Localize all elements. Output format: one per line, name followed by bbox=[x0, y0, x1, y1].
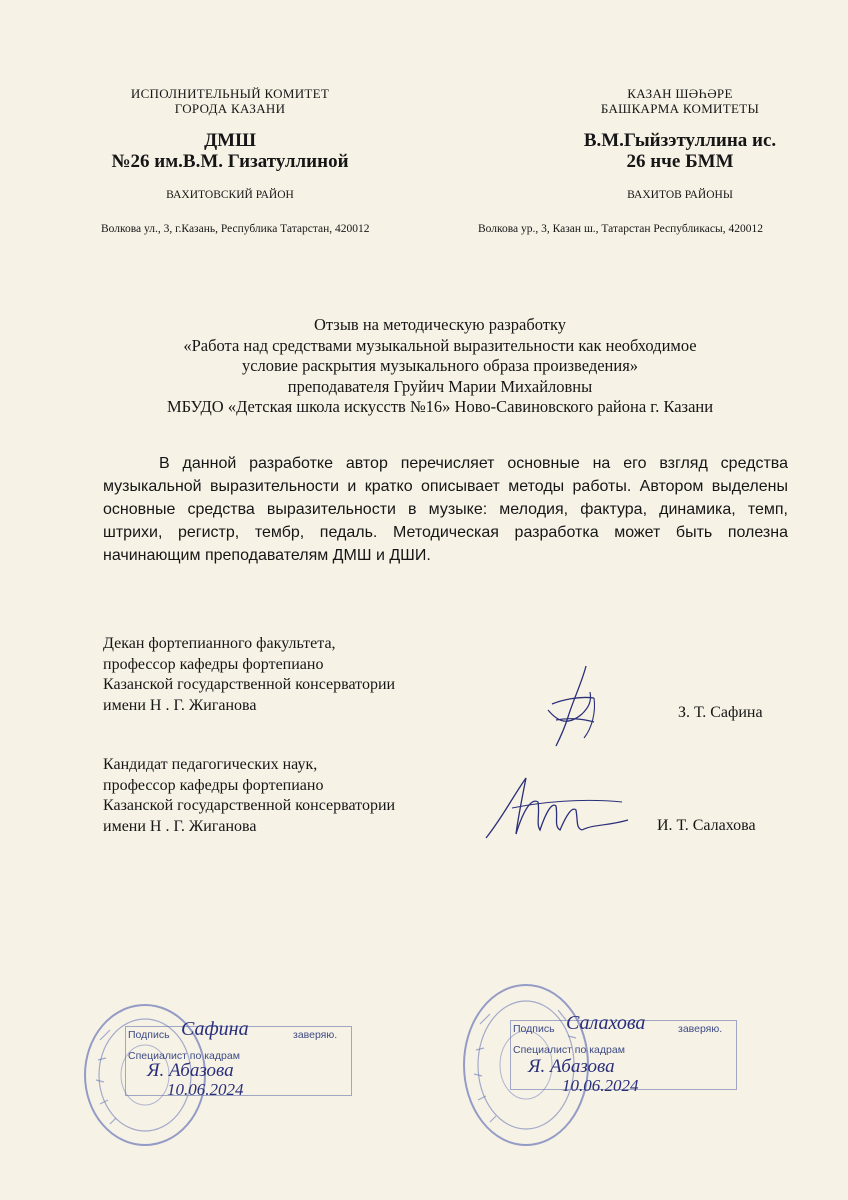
stamp-1-specialist: Специалист по кадрам bbox=[128, 1050, 240, 1062]
title-line4: преподавателя Груйич Марии Михайловны bbox=[287, 376, 593, 396]
signer-1-line2: профессор кафедры фортепиано bbox=[103, 655, 324, 673]
signer-1-name: З. Т. Сафина bbox=[678, 704, 763, 721]
header-left-school-line1: ДМШ bbox=[204, 130, 256, 151]
header-right-address: Волкова ур., 3, Казан ш., Татарстан Республикасы, 420012 bbox=[478, 223, 763, 235]
stamp-2 bbox=[510, 1012, 740, 1100]
title-line2: «Работа над средствами музыкальной выразительности как необходимое bbox=[183, 335, 697, 355]
stamp-2-specialist: Специалист по кадрам bbox=[513, 1044, 625, 1056]
header-left bbox=[95, 86, 365, 201]
header-left-org-line1: ИСПОЛНИТЕЛЬНЫЙ КОМИТЕТ bbox=[130, 86, 330, 101]
header-left-address: Волкова ул., 3, г.Казань, Республика Татарстан, 420012 bbox=[101, 223, 370, 235]
stamp-2-date: 10.06.2024 bbox=[562, 1076, 639, 1095]
stamp-1-handwritten-sig: Я. Абазова bbox=[147, 1060, 234, 1081]
signer-1-line3: Казанской государственной консерватории bbox=[103, 676, 396, 693]
signature-block-1 bbox=[103, 634, 503, 716]
title-line3: условие раскрытия музыкального образа произведения» bbox=[241, 356, 639, 375]
header-right-org-line2: БАШКАРМА КОМИТЕТЫ bbox=[600, 101, 760, 116]
signer-2-name: И. Т. Салахова bbox=[657, 817, 756, 834]
signer-2-line3: Казанской государственной консерватории bbox=[103, 797, 396, 814]
stamp-1 bbox=[125, 1018, 355, 1106]
review-title bbox=[90, 315, 790, 418]
header-left-district: ВАХИТОВСКИЙ РАЙОН bbox=[166, 189, 294, 201]
header-left-school-line2: №26 им.В.М. Гизатуллиной bbox=[111, 151, 349, 172]
header-right-district: ВАХИТОВ РАЙОНЫ bbox=[627, 189, 733, 201]
signer-2-line1: Кандидат педагогических наук, bbox=[103, 756, 318, 773]
stamp-1-zaveryayu: заверяю. bbox=[293, 1029, 338, 1041]
signature-block-2 bbox=[103, 755, 503, 837]
signer-1-line1: Декан фортепианного факультета, bbox=[103, 635, 336, 652]
review-body-text: В данной разработке автор перечисляет основные на его взгляд средства музыкальной выразительности и кратко описывает методы работы. Автором выделены основные средства выразительности в музыке: мелодия, фактура, динамика, темп, штрихи, регистр, тембр, педаль. Методическая разработка может быть полезна начинающим преподавателям ДМШ и ДШИ. bbox=[103, 455, 788, 564]
stamp-1-date: 10.06.2024 bbox=[167, 1080, 244, 1099]
stamp-1-handwritten-name: Сафина bbox=[181, 1018, 249, 1040]
stamp-2-podpis: Подпись bbox=[513, 1023, 555, 1035]
signature-1-handwritten bbox=[538, 662, 608, 752]
signer-2-line2: профессор кафедры фортепиано bbox=[103, 776, 324, 794]
signature-2-handwritten bbox=[482, 768, 632, 848]
signer-2-line4: имени Н . Г. Жиганова bbox=[103, 817, 257, 835]
title-line1: Отзыв на методическую разработку bbox=[313, 315, 567, 334]
title-line5: МБУДО «Детская школа искусств №16» Ново-Савиновского района г. Казани bbox=[166, 397, 714, 416]
stamp-2-handwritten-sig: Я. Абазова bbox=[528, 1056, 615, 1077]
signer-1-line4: имени Н . Г. Жиганова bbox=[103, 696, 257, 714]
stamp-2-zaveryayu: заверяю. bbox=[678, 1023, 723, 1035]
header-left-org-line2: ГОРОДА КАЗАНИ bbox=[174, 101, 286, 116]
header-right-school-line1: В.М.Гыйзэтуллина ис. bbox=[583, 130, 777, 151]
header-right-school-line2: 26 нче БММ bbox=[626, 151, 734, 172]
header-right-org-line1: КАЗАН ШӘҺӘРЕ bbox=[627, 86, 733, 101]
stamp-2-handwritten-name: Салахова bbox=[566, 1012, 646, 1034]
stamp-1-podpis: Подпись bbox=[128, 1029, 170, 1041]
header-right bbox=[530, 86, 830, 201]
